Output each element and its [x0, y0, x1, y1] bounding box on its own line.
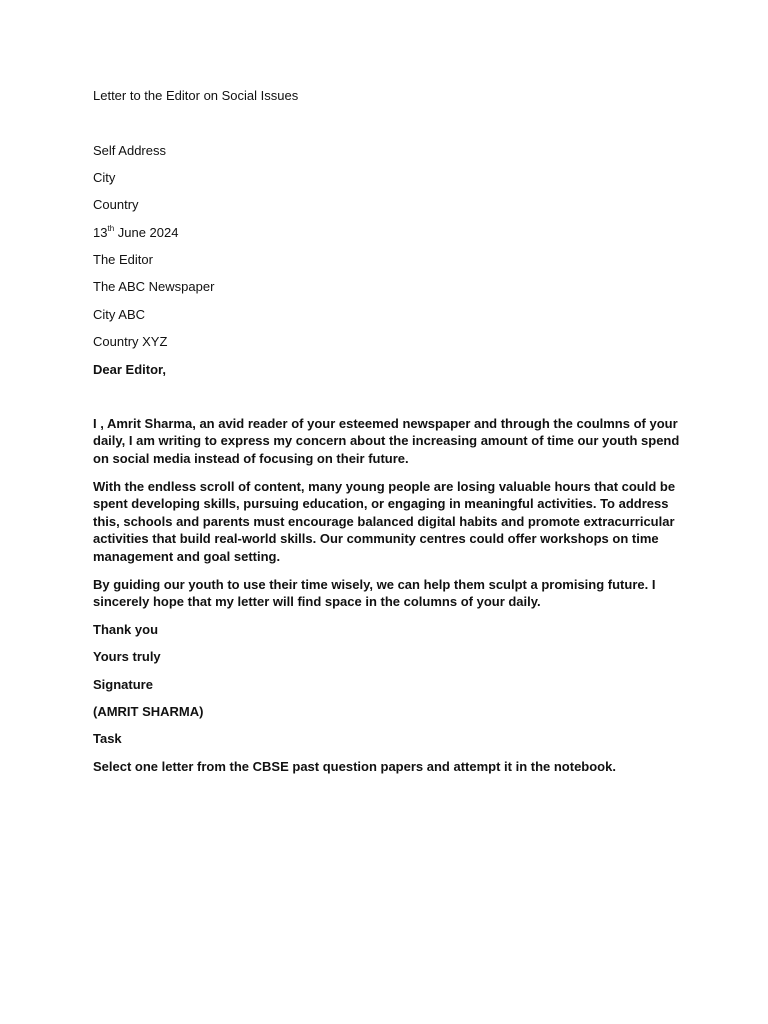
- letter-heading: Letter to the Editor on Social Issues: [93, 88, 299, 103]
- closing-line: Yours truly: [93, 649, 161, 664]
- sender-address: Self Address: [93, 143, 166, 158]
- recipient-country: Country XYZ: [93, 334, 168, 349]
- date-day: 13: [93, 225, 108, 240]
- signature-line: Signature: [93, 677, 153, 692]
- recipient-newspaper: The ABC Newspaper: [93, 279, 215, 294]
- task-text: Select one letter from the CBSE past question papers and attempt it in the notebook.: [93, 759, 616, 774]
- sender-name: (AMRIT SHARMA): [93, 704, 204, 719]
- date-rest: June 2024: [114, 225, 179, 240]
- body-paragraph: By guiding our youth to use their time wisely, we can help them sculpt a promising future. I sincerely hope that my letter will find space in the columns of your daily.: [93, 577, 656, 610]
- letter-date: [93, 224, 178, 241]
- body-paragraph: With the endless scroll of content, many young people are losing valuable hours that could be spent developing skills, pursuing education, or engaging in meaningful activities. To address this, schools and parents must encourage balanced digital habits and promote extracurricular activities that build real-world skills. Our community centres could offer workshops on time management and goal setting.: [93, 479, 676, 564]
- sender-city: City: [93, 170, 116, 185]
- date-suffix: th: [107, 223, 115, 233]
- recipient-title: The Editor: [93, 252, 153, 267]
- thanks-line: Thank you: [93, 622, 159, 637]
- sender-country: Country: [93, 197, 139, 212]
- recipient-city: City ABC: [93, 307, 146, 322]
- salutation: Dear Editor,: [93, 362, 166, 377]
- body-paragraph: I , Amrit Sharma, an avid reader of your esteemed newspaper and through the coulmns of your daily, I am writing to express my concern about the increasing amount of time our youth spend on social media instead of focusing on their future.: [93, 416, 680, 466]
- task-label: Task: [93, 731, 122, 746]
